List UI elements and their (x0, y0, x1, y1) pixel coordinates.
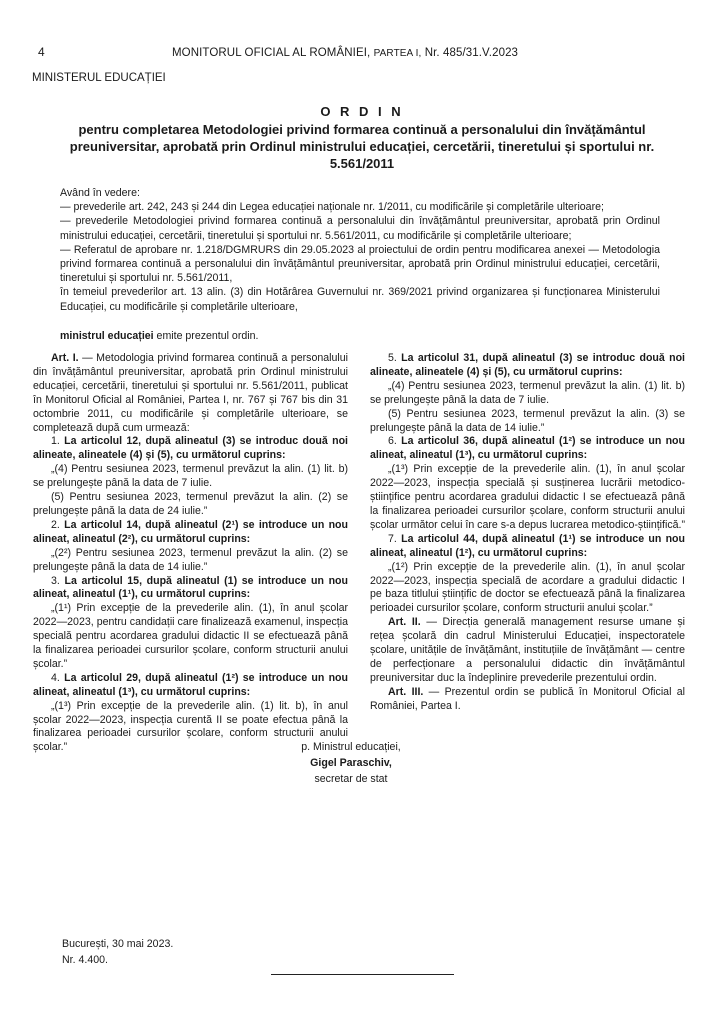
order-subtitle: pentru completarea Metodologiei privind formarea continuă a personalului din învățământul preuniversitar, aprobată prin Ordinul ministrului educației, cercetării, tineretului și sportului nr. 5.561/2011 (69, 122, 655, 171)
preamble-line: Având în vedere: (60, 187, 140, 199)
point-5-heading: 5. La articolul 31, după alineatul (3) se introduc două noi alineate, alineatele (4) și (5), cu următorul cuprins: (370, 352, 686, 378)
footer-date-block (62, 936, 173, 968)
emit-statement: ministrul educației emite prezentul ordin. (60, 329, 259, 342)
order-title: O R D I N (320, 104, 404, 119)
point-1-heading: 1. La articolul 12, după alineatul (3) se introduc două noi alineate, alineatele (4) și (5), cu următorul cuprins: (33, 435, 349, 462)
article-1: Art. I. — Metodologia privind formarea continuă a personalului din învățământul preuniversitar, aprobată prin Ordinul ministrului educației, cercetării, tineretului și sportului nr. 5.561/2011, publicat în Monitorul Oficial al României, Partea I, nr. 767 și 767 bis din 31 octombrie 2011, cu modificările și completările ulterioare, se completează după cum urmează: (33, 352, 348, 434)
signature-block (240, 739, 462, 787)
place-date: București, 30 mai 2023. (62, 938, 174, 950)
right-column (370, 352, 685, 714)
point-6-text: „(1³) Prin excepție de la prevederile alin. (1), în anul școlar 2022—2023, inspecția specială și susținerea lucrării metodico-științifice pentru acordarea gradului didactic I se efectuează până la finalizarea perioadei cursurilor școlare, conform structurii anului școlar următor celui în care s-a depus lucrarea metodico-științifică.” (370, 463, 685, 531)
point-1-text-b: (5) Pentru sesiunea 2023, termenul prevăzut la alin. (2) se prelungește până la data de 24 iulie.” (33, 491, 348, 517)
signatory-name: Gigel Paraschiv, (310, 757, 392, 769)
preamble-line: — Referatul de aprobare nr. 1.218/DGMRURS din 29.05.2023 al proiectului de ordin pentru modificarea anexei — Metodologia privind formarea continuă a personalului din învățământul preuniversitar, aprobată prin Ordinul ministrului educației, cercetării, tineretului și sportului nr. 5.561/2011, (60, 243, 660, 285)
point-6-heading: 6. La articolul 36, după alineatul (1²) se introduce un nou alineat, alineatul (1³), cu următorul cuprins: (370, 435, 685, 462)
point-4-heading: 4. La articolul 29, după alineatul (1²) se introduce un nou alineat, alineatul (1³), cu următorul cuprins: (33, 671, 348, 698)
article-2: Art. II. — Direcția generală management resurse umane și rețea școlară din cadrul Ministerului Educației, inspectoratele școlare, unitățile de învățământ, instituțiile de învățământ — centre de perfecționare a personalului didactic din învățământul preuniversitar duc la îndeplinire prevederile prezentului ordin. (370, 616, 685, 684)
page-number: 4 (38, 45, 45, 59)
left-column (33, 352, 348, 755)
preamble (60, 186, 660, 343)
point-2-text: „(2²) Pentru sesiunea 2023, termenul prevăzut la alin. (2) se prelungește până la data de 14 iulie.” (33, 546, 348, 573)
preamble-line: — prevederile art. 242, 243 și 244 din Legea educației naționale nr. 1/2011, cu modificările și completările ulterioare; (60, 201, 604, 214)
preamble-line: — prevederile Metodologiei privind formarea continuă a personalului din învățământul preuniversitar, aprobată prin Ordinul ministrului educației, cercetării, tineretului și sportului nr. 5.561/2011, cu modificările și completările ulterioare; (60, 215, 660, 242)
signatory-role: secretar de stat (314, 773, 388, 785)
point-4-text: „(1³) Prin excepție de la prevederile alin. (1) lit. b), în anul școlar 2022—2023, inspecția curentă II se poate efectua până la finalizarea perioadei cursurilor școlare, conform structurii anului școlar.” (33, 699, 348, 754)
point-3-heading: 3. La articolul 15, după alineatul (1) se introduce un nou alineat, alineatul (1¹), cu următorul cuprins: (33, 574, 348, 601)
point-5-text-b: (5) Pentru sesiunea 2023, termenul prevăzut la alin. (3) se prelungește până la data de 14 iulie.” (370, 407, 685, 434)
point-5-text-a: „(4) Pentru sesiunea 2023, termenul prevăzut la alin. (1) lit. b) se prelungește până la data de 7 iulie. (370, 379, 685, 406)
point-7-heading: 7. La articolul 44, după alineatul (1¹) se introduce un nou alineat, alineatul (1²), cu următorul cuprins: (370, 532, 685, 559)
separator-line (271, 974, 454, 975)
point-1-text-a: „(4) Pentru sesiunea 2023, termenul prevăzut la alin. (1) lit. b) se prelungește până la data de 7 iulie. (33, 463, 348, 490)
issuing-ministry: MINISTERUL EDUCAȚIEI (32, 72, 166, 84)
gazette-title: MONITORUL OFICIAL AL ROMÂNIEI, PARTEA I, Nr. 485/31.V.2023 (172, 47, 519, 59)
point-7-text: „(1²) Prin excepție de la prevederile alin. (1), în anul școlar 2022—2023, inspecția specială de acordare a gradului didactic I pe baza titlului științific de doctor se efectuează până la finalizarea perioadei cursurilor școlare, conform structurii anului școlar.” (370, 560, 685, 615)
signature-line: p. Ministrul educației, (301, 741, 401, 753)
point-2-heading: 2. La articolul 14, după alineatul (2¹) se introduce un nou alineat, alineatul (2²), cu următorul cuprins: (33, 518, 348, 545)
page-header (0, 45, 724, 65)
point-3-text: „(1¹) Prin excepție de la prevederile alin. (1), în anul școlar 2022—2023, pentru candidații care finalizează examenul, inspecția specială pentru acordarea gradului didactic II se efectuează până la finalizarea perioadei cursurilor școlare, conform structurii anului școlar.” (33, 602, 348, 670)
preamble-line: în temeiul prevederilor art. 13 alin. (3) din Hotărârea Guvernului nr. 369/2021 privind organizarea și funcționarea Ministerului Educației, cu modificările și completările ulterioare, (60, 286, 660, 313)
article-3: Art. III. — Prezentul ordin se publică în Monitorul Oficial al României, Partea I. (370, 685, 685, 712)
order-number: Nr. 4.400. (62, 954, 108, 966)
